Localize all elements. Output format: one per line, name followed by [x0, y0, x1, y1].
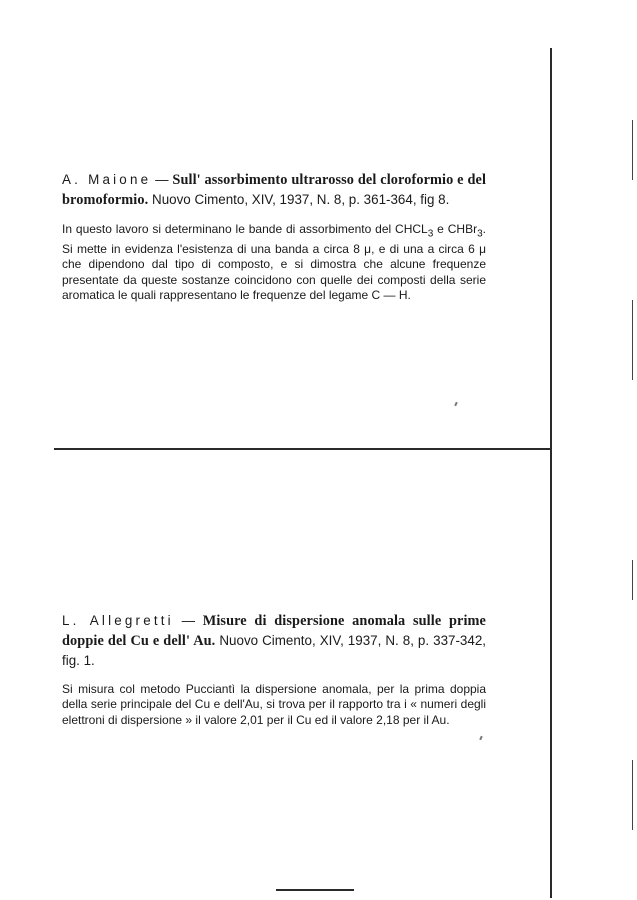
citation — [62, 611, 486, 670]
abstract-text-part: . Si mette in evidenza l'esistenza di una banda a circa 8 μ, e di una a circa 6 μ che dipendono dal tipo di composto, e si dimostra che alcune frequenze presentate da queste sostanze coincidono con quelle dei composti della serie aromatica le quali rappresentano le frequenze del legame C — H. — [62, 222, 486, 303]
abstract-entry — [62, 611, 486, 728]
abstract-text — [62, 222, 486, 303]
subscript: 3 — [477, 228, 483, 240]
citation-dash: — — [151, 172, 173, 187]
print-speck — [479, 736, 483, 740]
citation — [62, 170, 486, 210]
footer-rule — [276, 889, 354, 891]
abstract-text-part: In questo lavoro si determinano le bande di assorbimento del CHCL — [62, 222, 428, 236]
page-edge-mark — [632, 300, 633, 380]
author-name: L. Allegretti — [62, 613, 174, 628]
article-title: Sull' assorbimento ultrarosso del cloroformio e del bromoformio. — [62, 172, 487, 208]
page-edge-mark — [632, 560, 633, 600]
abstract-text-part: e CHBr — [433, 222, 478, 236]
page-edge-mark — [632, 120, 633, 180]
journal-reference: Nuovo Cimento, XIV, 1937, N. 8, p. 337-342, fig. 1. — [62, 633, 486, 668]
abstract-entry — [62, 170, 486, 303]
page-edge-mark — [632, 760, 633, 830]
article-title: Misure di dispersione anomala sulle prime doppie del Cu e dell' Au. — [62, 613, 486, 649]
section-divider — [54, 448, 552, 450]
citation-dash: — — [173, 613, 203, 628]
vertical-rule — [550, 48, 552, 898]
journal-reference: Nuovo Cimento, XIV, 1937, N. 8, p. 361-364, fig 8. — [148, 192, 450, 207]
abstract-text: Si misura col metodo Pucciantì la dispersione anomala, per la prima doppia della serie principale del Cu e dell'Au, si trova per il rapporto tra i « numeri degli elettroni di dispersione » il valore 2,01 per il Cu ed il valore 2,18 per il Au. — [62, 682, 486, 727]
print-speck — [454, 402, 458, 406]
author-name: A. Maione — [62, 172, 152, 187]
subscript: 3 — [427, 228, 434, 240]
